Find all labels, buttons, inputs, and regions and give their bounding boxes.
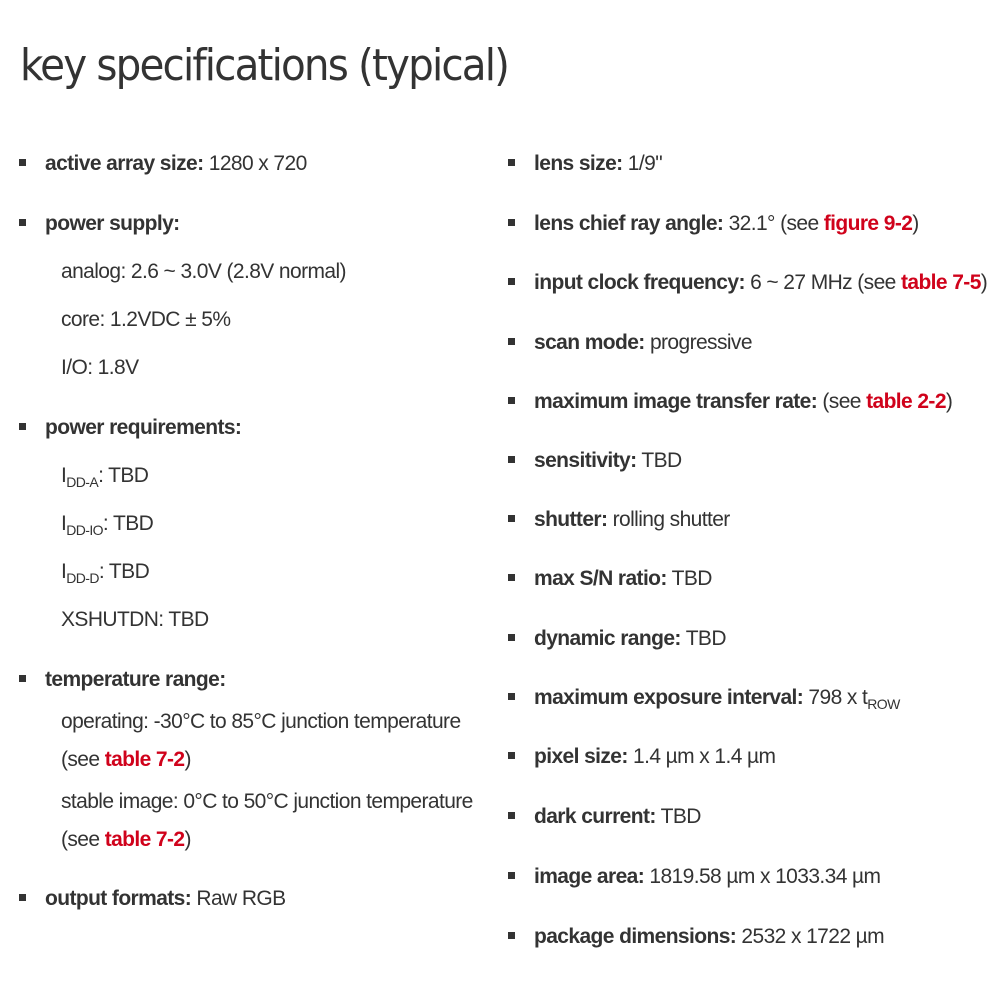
spec-label: temperature range: bbox=[45, 668, 226, 691]
spec-value: 6 ~ 27 MHz (see bbox=[750, 271, 901, 294]
spec-output-formats bbox=[0, 887, 286, 911]
temperature-stable-see: (see table 7-2) bbox=[61, 828, 191, 851]
spec-pixel-size bbox=[500, 745, 775, 769]
spec-value: 2532 x 1722 µm bbox=[741, 925, 885, 948]
spec-dark-current bbox=[500, 805, 701, 829]
spec-input-clock-frequency: input clock frequency: 6 ~ 27 MHz (see table 7-5) bbox=[500, 271, 987, 295]
page-title: key specifications (typical) bbox=[20, 40, 509, 91]
spec-value: TBD bbox=[641, 449, 682, 472]
spec-value: 1819.58 µm x 1033.34 µm bbox=[649, 865, 881, 888]
bullet-icon bbox=[19, 219, 26, 226]
bullet-icon bbox=[508, 515, 515, 522]
bullet-icon bbox=[508, 812, 515, 819]
power-supply-analog: analog: 2.6 ~ 3.0V (2.8V normal) bbox=[61, 260, 346, 283]
spec-lens-size bbox=[500, 152, 662, 176]
spec-value: 32.1° (see bbox=[728, 212, 824, 235]
bullet-icon bbox=[19, 159, 26, 166]
spec-label: package dimensions: bbox=[534, 925, 737, 948]
spec-image-area bbox=[500, 865, 880, 889]
temperature-operating-see: (see table 7-2) bbox=[61, 748, 191, 771]
spec-label: lens chief ray angle: bbox=[534, 212, 724, 235]
spec-value: progressive bbox=[649, 331, 752, 354]
bullet-icon bbox=[508, 159, 515, 166]
table-2-2-link[interactable]: table 2-2 bbox=[866, 390, 946, 413]
spec-value: Raw RGB bbox=[196, 887, 286, 910]
temperature-operating: operating: -30°C to 85°C junction temperature bbox=[61, 710, 461, 733]
spec-label: max S/N ratio: bbox=[534, 567, 667, 590]
spec-value: TBD bbox=[685, 627, 726, 650]
table-7-2-link[interactable]: table 7-2 bbox=[104, 748, 185, 771]
spec-label: dark current: bbox=[534, 805, 656, 828]
spec-maximum-exposure-interval: maximum exposure interval: 798 x $t_{ROW}$ bbox=[500, 686, 900, 712]
bullet-icon bbox=[508, 219, 515, 226]
bullet-icon bbox=[508, 634, 515, 641]
power-req-idd-a: $I_{DD-A}$: TBD bbox=[61, 464, 149, 490]
spec-label: maximum exposure interval: bbox=[534, 686, 804, 709]
spec-scan-mode bbox=[500, 331, 752, 355]
spec-label: active array size: bbox=[45, 152, 204, 175]
bullet-icon bbox=[508, 752, 515, 759]
power-req-idd-io: $I_{DD-IO}$: TBD bbox=[61, 512, 154, 538]
bullet-icon bbox=[508, 456, 515, 463]
spec-max-sn-ratio bbox=[500, 567, 712, 591]
bullet-icon bbox=[508, 338, 515, 345]
bullet-icon bbox=[508, 278, 515, 285]
table-7-5-link[interactable]: table 7-5 bbox=[900, 271, 981, 294]
spec-value: 798 x t bbox=[808, 686, 868, 709]
power-req-idd-d: $I_{DD-D}$: TBD bbox=[61, 560, 150, 586]
bullet-icon bbox=[508, 574, 515, 581]
spec-value: TBD bbox=[671, 567, 712, 590]
power-supply-io: I/O: 1.8V bbox=[61, 356, 139, 379]
spec-label: input clock frequency: bbox=[534, 271, 745, 294]
spec-label: sensitivity: bbox=[534, 449, 637, 472]
spec-label: shutter: bbox=[534, 508, 608, 531]
spec-label: power requirements: bbox=[45, 416, 242, 439]
spec-label: image area: bbox=[534, 865, 645, 888]
bullet-icon bbox=[508, 397, 515, 404]
spec-maximum-image-transfer-rate: maximum image transfer rate: (see table 2-2) bbox=[500, 390, 952, 414]
bullet-icon bbox=[508, 872, 515, 879]
spec-label: power supply: bbox=[45, 212, 180, 235]
spec-label: dynamic range: bbox=[534, 627, 681, 650]
spec-value: 1/9" bbox=[627, 152, 663, 175]
table-7-2-link[interactable]: table 7-2 bbox=[104, 828, 185, 851]
spec-value: rolling shutter bbox=[612, 508, 730, 531]
spec-label: scan mode: bbox=[534, 331, 645, 354]
power-supply-core: core: 1.2VDC ± 5% bbox=[61, 308, 231, 331]
spec-value: 1280 x 720 bbox=[208, 152, 307, 175]
spec-lens-chief-ray-angle: lens chief ray angle: 32.1° (see figure 9-2) bbox=[500, 212, 919, 236]
bullet-icon bbox=[19, 675, 26, 682]
bullet-icon bbox=[508, 932, 515, 939]
spec-value: (see bbox=[822, 390, 867, 413]
spec-dynamic-range bbox=[500, 627, 726, 651]
figure-9-2-link[interactable]: figure 9-2 bbox=[823, 212, 913, 235]
temperature-stable: stable image: 0°C to 50°C junction temperature bbox=[61, 790, 473, 813]
spec-label: pixel size: bbox=[534, 745, 628, 768]
spec-power-requirements bbox=[0, 416, 241, 440]
bullet-icon bbox=[19, 894, 26, 901]
spec-package-dimensions bbox=[500, 925, 884, 949]
spec-temperature-range bbox=[0, 668, 226, 692]
spec-value: TBD bbox=[660, 805, 701, 828]
spec-value: 1.4 µm x 1.4 µm bbox=[633, 745, 776, 768]
spec-label: output formats: bbox=[45, 887, 192, 910]
spec-shutter bbox=[500, 508, 730, 532]
spec-sensitivity bbox=[500, 449, 682, 473]
bullet-icon bbox=[508, 693, 515, 700]
spec-label: maximum image transfer rate: bbox=[534, 390, 818, 413]
bullet-icon bbox=[19, 423, 26, 430]
power-req-xshutdn: XSHUTDN: TBD bbox=[61, 608, 209, 631]
spec-active-array-size bbox=[0, 152, 307, 176]
spec-label: lens size: bbox=[534, 152, 623, 175]
spec-power-supply bbox=[0, 212, 180, 236]
